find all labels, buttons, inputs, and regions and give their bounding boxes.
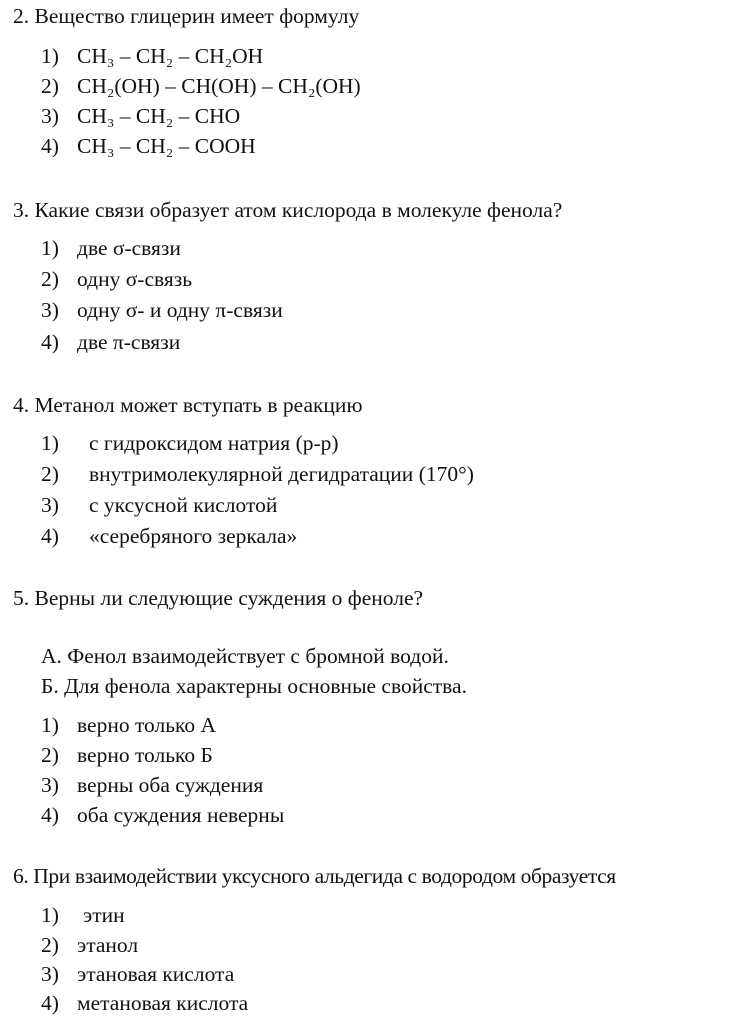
option-number: 2)	[41, 74, 59, 98]
option-text: одну σ-связь	[77, 267, 193, 291]
option-number: 2)	[41, 743, 59, 767]
option-number: 3)	[41, 962, 59, 986]
option-text: одну σ- и одну π-связи	[77, 298, 283, 322]
option-text: верны оба суждения	[77, 773, 264, 797]
question-3-option-2	[41, 267, 193, 291]
question-6-option-2	[41, 933, 139, 957]
question-3-option-3	[41, 298, 283, 322]
option-text: CH₃ – CH₂ – COOH	[77, 134, 256, 158]
option-text: верно только А	[77, 713, 217, 737]
question-6-option-3	[41, 962, 235, 986]
option-number: 2)	[41, 933, 59, 957]
option-text: этанол	[77, 933, 139, 957]
option-number: 3)	[41, 298, 59, 322]
option-text: метановая кислота	[77, 991, 249, 1015]
question-5-option-4	[41, 803, 285, 827]
option-text: этин	[83, 903, 125, 927]
option-number: 4)	[41, 524, 59, 548]
option-number: 4)	[41, 991, 59, 1015]
option-number: 3)	[41, 104, 59, 128]
question-4-option-2	[41, 462, 474, 486]
question-5-statement-b: Б. Для фенола характерны основные свойства.	[41, 674, 467, 698]
question-2-option-3	[41, 104, 241, 128]
option-number: 4)	[41, 134, 59, 158]
option-text: CH₃ – CH₂ – CHO	[77, 104, 241, 128]
question-2-option-2	[41, 74, 361, 98]
question-3-option-1	[41, 236, 181, 260]
question-2-option-4	[41, 134, 256, 158]
option-text: «серебряного зеркала»	[89, 524, 298, 548]
question-4-title: 4. Метанол может вступать в реакцию	[13, 393, 363, 417]
question-4-option-1	[41, 431, 339, 455]
option-text: две π-связи	[77, 330, 181, 354]
option-number: 1)	[41, 236, 59, 260]
option-number: 1)	[41, 903, 59, 927]
question-2-title: 2. Вещество глицерин имеет формулу	[13, 4, 360, 28]
option-number: 2)	[41, 462, 59, 486]
option-number: 2)	[41, 267, 59, 291]
question-4-option-4	[41, 524, 298, 548]
question-5-statement-a: А. Фенол взаимодействует с бромной водой.	[41, 644, 449, 668]
question-3-option-4	[41, 330, 181, 354]
question-3-title: 3. Какие связи образует атом кислорода в молекуле фенола?	[13, 198, 563, 222]
question-4-option-3	[41, 493, 278, 517]
option-text: оба суждения неверны	[77, 803, 285, 827]
option-number: 4)	[41, 330, 59, 354]
option-number: 1)	[41, 713, 59, 737]
option-number: 4)	[41, 803, 59, 827]
option-number: 1)	[41, 44, 59, 68]
option-number: 3)	[41, 773, 59, 797]
question-5-option-1	[41, 713, 217, 737]
question-6-title: 6. При взаимодействии уксусного альдегида с водородом образуется	[13, 864, 616, 888]
question-2-option-1	[41, 44, 264, 68]
question-6-option-1	[41, 903, 125, 927]
option-text: две σ-связи	[77, 236, 181, 260]
question-6-option-4	[41, 991, 249, 1015]
question-5-option-2	[41, 743, 213, 767]
option-text: этановая кислота	[77, 962, 235, 986]
question-5-title: 5. Верны ли следующие суждения о феноле?	[13, 586, 424, 610]
option-text: внутримолекулярной дегидратации (170°)	[89, 462, 474, 486]
question-5-option-3	[41, 773, 264, 797]
option-number: 3)	[41, 493, 59, 517]
option-number: 1)	[41, 431, 59, 455]
option-text: CH₂(OH) – CH(OH) – CH₂(OH)	[77, 74, 361, 98]
option-text: верно только Б	[77, 743, 213, 767]
option-text: с уксусной кислотой	[89, 493, 278, 517]
option-text: CH₃ – CH₂ – CH₂OH	[77, 44, 264, 68]
option-text: с гидроксидом натрия (р-р)	[89, 431, 339, 455]
